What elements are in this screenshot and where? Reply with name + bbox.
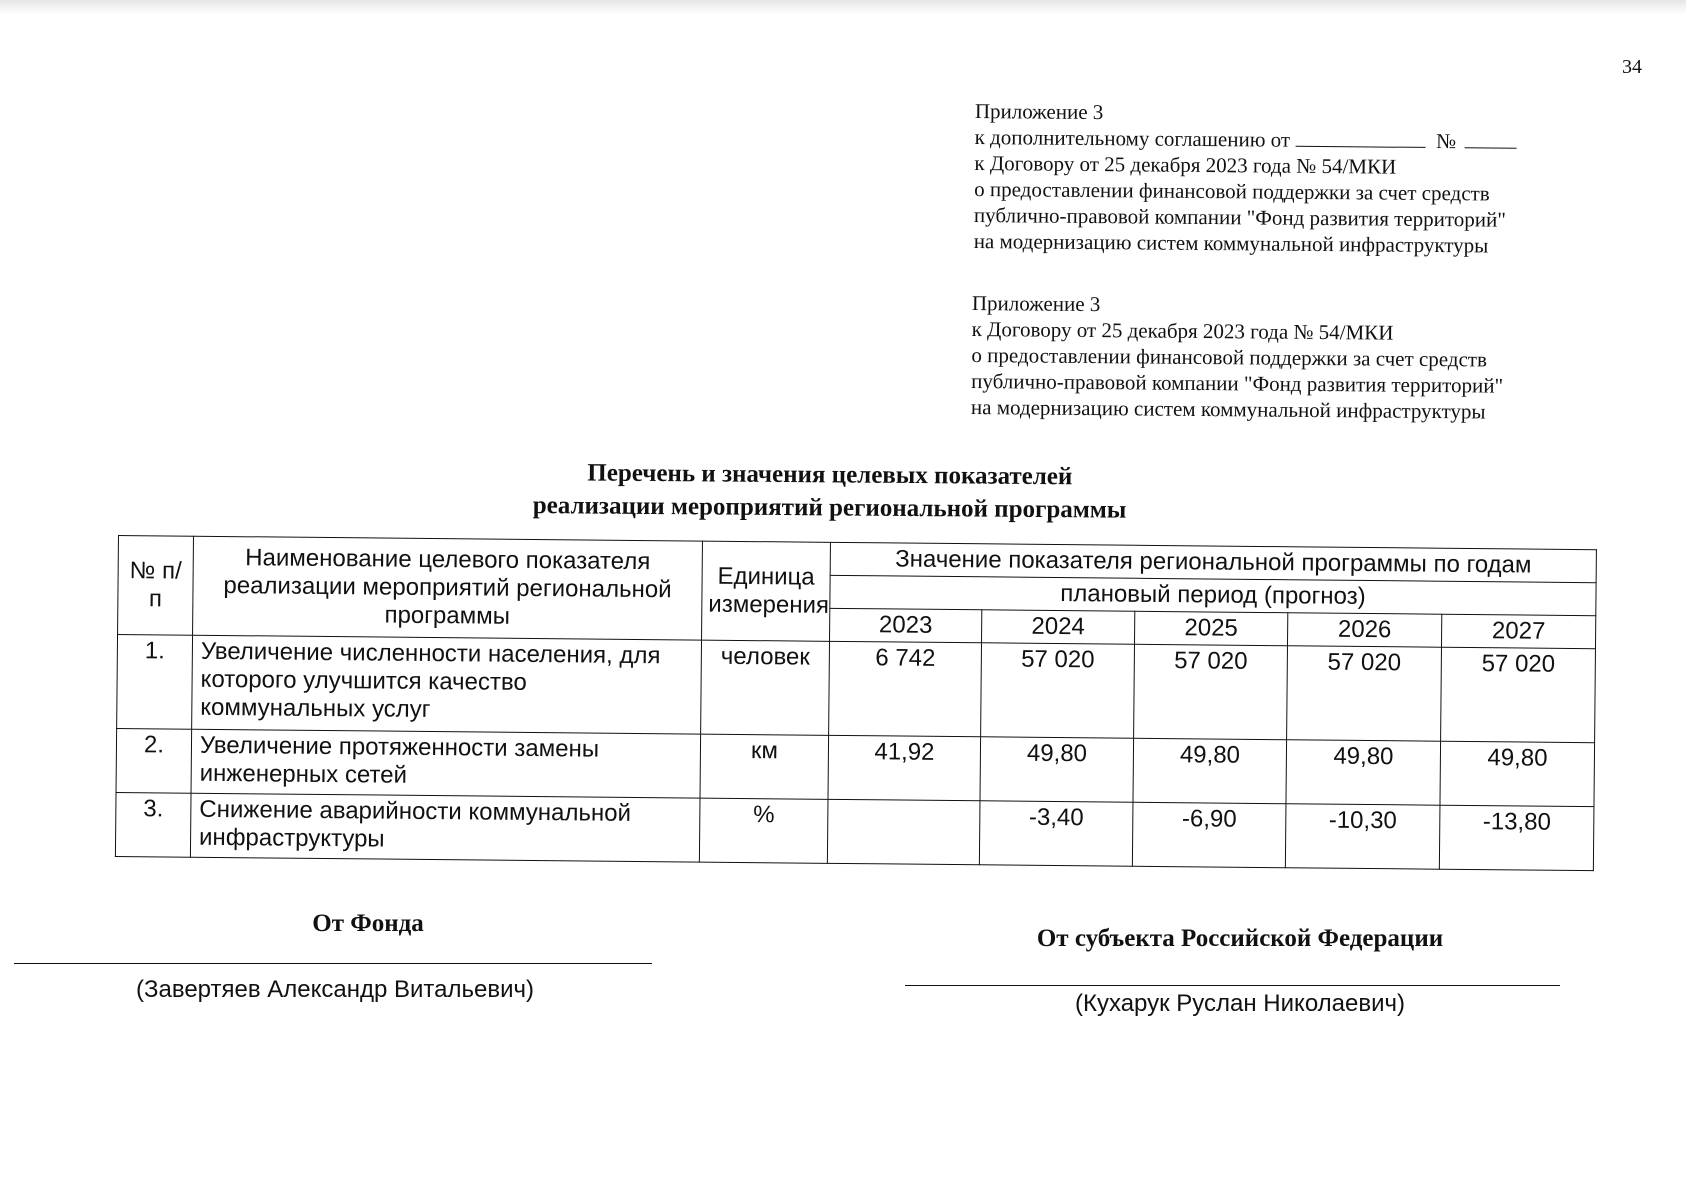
scan-edge bbox=[0, 0, 1686, 14]
row-value: -13,80 bbox=[1439, 805, 1594, 870]
row-value: 49,80 bbox=[1133, 738, 1287, 803]
indicators-table-wrapper bbox=[115, 535, 1596, 871]
row-value: 49,80 bbox=[1286, 740, 1441, 805]
row-unit: % bbox=[699, 798, 828, 863]
row-num: 3. bbox=[115, 792, 191, 857]
signature-fund-title: От Фонда bbox=[312, 910, 424, 937]
date-blank bbox=[1296, 128, 1426, 148]
header-planned-period: плановый период (прогноз) bbox=[830, 575, 1596, 615]
appendix-support-line: о предоставлении финансовой поддержки за счет средств bbox=[971, 342, 1488, 372]
appendix-block-amendment bbox=[974, 98, 1517, 259]
signature-fund-line bbox=[14, 963, 652, 964]
appendix-purpose-line: на модернизацию систем коммунальной инфраструктуры bbox=[973, 228, 1489, 258]
appendix-title: Приложение 3 bbox=[974, 98, 1104, 125]
indicators-table bbox=[115, 535, 1597, 871]
row-value: 57 020 bbox=[1287, 646, 1442, 741]
heading-line-2: реализации мероприятий региональной программы bbox=[532, 492, 1127, 524]
heading-line-1: Перечень и значения целевых показателей bbox=[587, 459, 1073, 491]
table-row bbox=[115, 792, 1594, 870]
document-heading bbox=[399, 455, 1259, 528]
header-num: № п/п bbox=[118, 536, 194, 636]
row-value: 57 020 bbox=[981, 643, 1135, 738]
header-year: 2024 bbox=[982, 610, 1135, 644]
row-value: -3,40 bbox=[979, 801, 1133, 866]
appendix-title: Приложение 3 bbox=[971, 290, 1101, 317]
row-num: 2. bbox=[116, 728, 192, 793]
table-row bbox=[117, 635, 1596, 743]
row-value: -6,90 bbox=[1132, 802, 1286, 867]
header-unit: Единица измерения bbox=[702, 541, 831, 641]
row-value: -10,30 bbox=[1285, 804, 1440, 869]
appendix-support-line: о предоставлении финансовой поддержки за счет средств bbox=[974, 176, 1490, 206]
appendix-company-line: публично-правовой компании "Фонд развития территорий" bbox=[971, 368, 1504, 398]
row-name: Увеличение численности населения, для которого улучшится качество коммунальных услуг bbox=[192, 635, 702, 734]
header-name: Наименование целевого показателя реализации мероприятий региональной программы bbox=[193, 536, 703, 640]
row-name: Увеличение протяженности замены инженерных сетей bbox=[191, 729, 701, 798]
header-values: Значение показателя региональной программы по годам bbox=[830, 542, 1596, 582]
appendix-company-line: публично-правовой компании "Фонд развития территорий" bbox=[973, 202, 1506, 232]
appendix-block-contract bbox=[971, 290, 1504, 425]
appendix-contract-line: к Договору от 25 декабря 2023 года № 54/МКИ bbox=[974, 150, 1397, 179]
header-year: 2025 bbox=[1134, 611, 1287, 645]
page-number: 34 bbox=[1622, 56, 1642, 78]
appendix-purpose-line: на модернизацию систем коммунальной инфраструктуры bbox=[970, 394, 1486, 424]
row-unit: человек bbox=[701, 640, 830, 735]
header-year: 2026 bbox=[1287, 613, 1441, 647]
number-blank bbox=[1464, 129, 1516, 148]
row-num: 1. bbox=[117, 635, 193, 730]
row-value: 49,80 bbox=[980, 737, 1134, 802]
row-value: 6 742 bbox=[829, 641, 982, 736]
header-year: 2023 bbox=[830, 608, 982, 642]
row-value: 41,92 bbox=[828, 735, 981, 800]
row-value: 57 020 bbox=[1441, 647, 1596, 742]
agreement-prefix: к дополнительному соглашению от bbox=[974, 124, 1291, 152]
row-value: 49,80 bbox=[1440, 741, 1595, 806]
signature-region-name: (Кухарук Руслан Николаевич) bbox=[1075, 990, 1405, 1017]
appendix-contract-line: к Договору от 25 декабря 2023 года № 54/МКИ bbox=[971, 316, 1394, 345]
row-value: 57 020 bbox=[1134, 644, 1288, 739]
signature-fund-name: (Завертяев Александр Витальевич) bbox=[136, 976, 534, 1003]
signature-region-title: От субъекта Российской Федерации bbox=[1036, 925, 1444, 952]
header-year: 2027 bbox=[1441, 614, 1595, 648]
row-name: Снижение аварийности коммунальной инфраструктуры bbox=[190, 793, 700, 862]
number-sign: № bbox=[1436, 129, 1457, 154]
row-value bbox=[827, 799, 980, 864]
signature-region-line bbox=[905, 985, 1560, 986]
row-unit: км bbox=[700, 734, 829, 799]
